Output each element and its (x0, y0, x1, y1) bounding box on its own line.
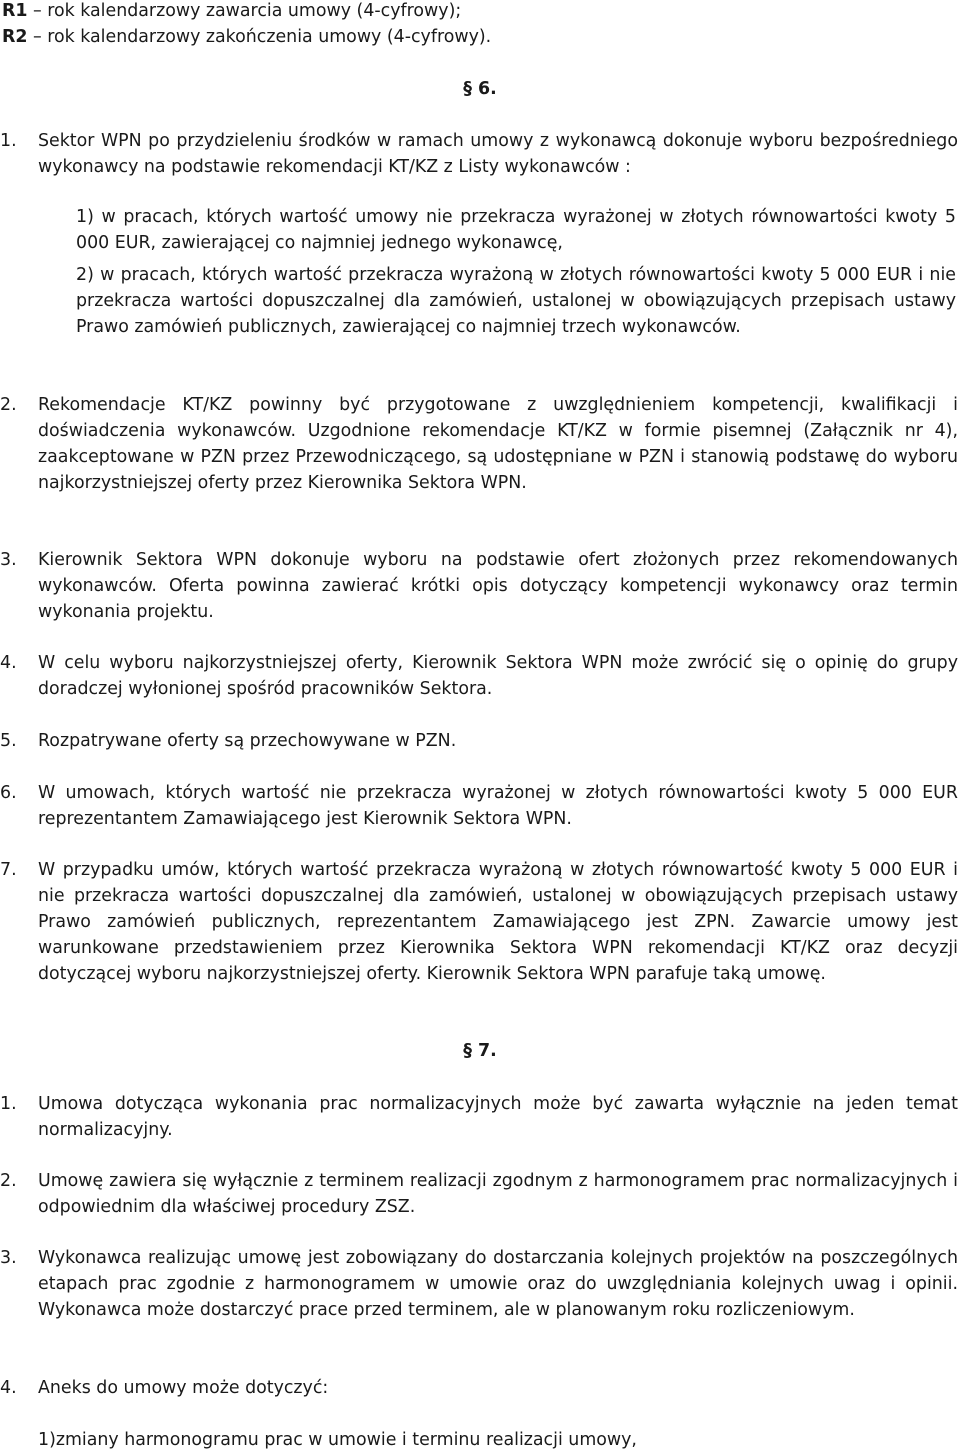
legend-text: – rok kalendarzowy zawarcia umowy (4-cyfrowy); (27, 1, 462, 21)
legend-code: R1 (2, 1, 28, 21)
item-text: Umowę zawiera się wyłącznie z terminem realizacji zgodnym z harmonogramem prac normalizacyjnych i odpowiednim dla właściwej procedury ZSZ. (38, 1171, 958, 1217)
item-number: 3. (0, 1248, 17, 1268)
item-number: 1. (0, 1094, 17, 1114)
item-text: Umowa dotycząca wykonania prac normalizacyjnych może być zawarta wyłącznie na jeden temat normalizacyjny. (38, 1094, 958, 1140)
item-text: Kierownik Sektora WPN dokonuje wyboru na podstawie ofert złożonych przez rekomendowanych wykonawców. Oferta powinna zawierać krótki opis dotyczący kompetencji wykonawcy oraz termin wykonania projektu. (38, 550, 958, 622)
item-number: 2. (0, 1171, 17, 1191)
item-text: Wykonawca realizując umowę jest zobowiązany do dostarczania kolejnych projektów na poszczególnych etapach prac zgodnie z harmonogramem w umowie oraz do uwzględniania kolejnych uwag i opinii. Wykonawca może dostarczyć prace przed terminem, ale w planowanym roku rozliczeniowym. (38, 1248, 958, 1320)
item-number: 4. (0, 1378, 17, 1398)
item-number: 1. (0, 131, 17, 151)
item-text: Rozpatrywane oferty są przechowywane w PZN. (38, 731, 457, 751)
section-7-subitem-1: 1)zmiany harmonogramu prac w umowie i terminu realizacji umowy, (38, 1430, 637, 1450)
item-number: 2. (0, 395, 17, 415)
item-number: 7. (0, 860, 17, 880)
item-number: 5. (0, 731, 17, 751)
item-number: 4. (0, 653, 17, 673)
legend-line-r2 (2, 24, 491, 50)
item-text: Sektor WPN po przydzieleniu środków w ramach umowy z wykonawcą dokonuje wyboru bezpośredniego wykonawcy na podstawie rekomendacji KT/KZ z Listy wykonawców : (38, 131, 958, 177)
item-number: 6. (0, 783, 17, 803)
section-6-subitem-2: 2) w pracach, których wartość przekracza wyrażoną w złotych równowartości kwoty 5 000 EUR i nie przekracza wartości dopuszczalnej dla zamówień, ustalonej w obowiązujących przepisach ustawy Prawo zamówień publicznych, zawierającej co najmniej trzech wykonawców. (76, 265, 956, 337)
item-number: 3. (0, 550, 17, 570)
item-text: Aneks do umowy może dotyczyć: (38, 1378, 329, 1398)
legend-text: – rok kalendarzowy zakończenia umowy (4-cyfrowy). (27, 27, 492, 47)
legend-line-r1 (2, 0, 461, 24)
section-6-heading: § 6. (463, 79, 497, 99)
section-6-subitem-1: 1) w pracach, których wartość umowy nie przekracza wyrażonej w złotych równowartości kwoty 5 000 EUR, zawierającej co najmniej jednego wykonawcę, (76, 207, 956, 253)
item-text: W celu wyboru najkorzystniejszej oferty, Kierownik Sektora WPN może zwrócić się o opinię do grupy doradczej wyłonionej spośród pracowników Sektora. (38, 653, 958, 699)
legend-code: R2 (2, 27, 28, 47)
item-text: Rekomendacje KT/KZ powinny być przygotowane z uwzględnieniem kompetencji, kwalifikacji i doświadczenia wykonawców. Uzgodnione rekomendacje KT/KZ w formie pisemnej (Załącznik nr 4), zaakceptowane w PZN przez Przewodniczącego, są udostępniane w PZN i stanowią podstawę do wyboru najkorzystniejszej oferty przez Kierownika Sektora WPN. (38, 395, 958, 493)
section-7-heading: § 7. (463, 1041, 497, 1061)
item-text: W umowach, których wartość nie przekracza wyrażonej w złotych równowartości kwoty 5 000 EUR reprezentantem Zamawiającego jest Kierownik Sektora WPN. (38, 783, 958, 829)
item-text: W przypadku umów, których wartość przekracza wyrażoną w złotych równowartość kwoty 5 000 EUR i nie przekracza wartości dopuszczalnej dla zamówień, ustalonej w obowiązujących przepisach ustawy Prawo zamówień publicznych, reprezentantem Zamawiającego jest ZPN. Zawarcie umowy jest warunkowane przedstawieniem przez Kierownika Sektora WPN rekomendacji KT/KZ oraz decyzji dotyczącej wyboru najkorzystniejszej oferty. Kierownik Sektora WPN parafuje taką umowę. (38, 860, 958, 984)
